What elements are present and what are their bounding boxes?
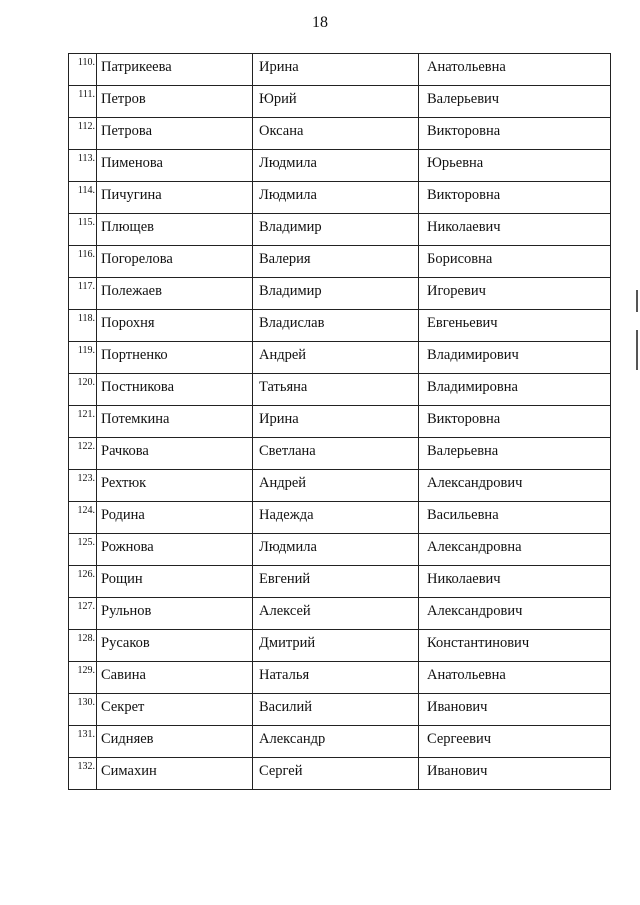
row-number (69, 470, 97, 502)
last-name-cell-text: Плющев (101, 219, 154, 235)
last-name-cell-text: Симахин (101, 763, 157, 779)
table-row (69, 726, 611, 758)
first-name-cell (253, 758, 419, 790)
first-name-cell (253, 54, 419, 86)
patronymic-cell (419, 86, 611, 118)
table-row (69, 662, 611, 694)
patronymic-cell-text: Викторовна (427, 187, 501, 203)
first-name-cell (253, 214, 419, 246)
first-name-cell (253, 310, 419, 342)
first-name-cell-text: Наталья (259, 667, 310, 683)
row-number (69, 374, 97, 406)
first-name-cell (253, 566, 419, 598)
row-number-text: 120. (77, 377, 95, 388)
patronymic-cell-text: Иванович (427, 763, 488, 779)
first-name-cell (253, 502, 419, 534)
last-name-cell (97, 630, 253, 662)
row-number-text: 123. (77, 473, 95, 484)
patronymic-cell (419, 182, 611, 214)
last-name-cell (97, 214, 253, 246)
row-number (69, 566, 97, 598)
patronymic-cell (419, 150, 611, 182)
patronymic-cell (419, 694, 611, 726)
patronymic-cell-text: Валерьевна (427, 443, 499, 459)
first-name-cell-text: Людмила (259, 539, 317, 555)
row-number (69, 118, 97, 150)
first-name-cell-text: Андрей (259, 475, 307, 491)
row-number-text: 110. (77, 57, 95, 68)
patronymic-cell (419, 758, 611, 790)
patronymic-cell-text: Сергеевич (427, 731, 492, 747)
row-number-text: 111. (78, 89, 95, 100)
last-name-cell-text: Рехтюк (101, 475, 147, 491)
first-name-cell (253, 470, 419, 502)
patronymic-cell (419, 726, 611, 758)
row-number (69, 534, 97, 566)
last-name-cell (97, 470, 253, 502)
patronymic-cell-text: Владимировна (427, 379, 518, 395)
first-name-cell (253, 598, 419, 630)
last-name-cell (97, 758, 253, 790)
last-name-cell-text: Пичугина (101, 187, 162, 203)
table-row (69, 118, 611, 150)
patronymic-cell (419, 630, 611, 662)
last-name-cell (97, 246, 253, 278)
patronymic-cell (419, 374, 611, 406)
patronymic-cell-text: Игоревич (427, 283, 486, 299)
row-number-text: 117. (77, 281, 95, 292)
last-name-cell-text: Рожнова (101, 539, 154, 555)
last-name-cell (97, 438, 253, 470)
row-number-text: 125. (77, 537, 95, 548)
first-name-cell (253, 278, 419, 310)
patronymic-cell-text: Викторовна (427, 123, 501, 139)
last-name-cell-text: Полежаев (101, 283, 162, 299)
patronymic-cell-text: Борисовна (427, 251, 493, 267)
row-number-text: 113. (77, 153, 95, 164)
row-number-text: 130. (77, 697, 95, 708)
patronymic-cell-text: Викторовна (427, 411, 501, 427)
last-name-cell (97, 118, 253, 150)
last-name-cell-text: Родина (101, 507, 145, 523)
last-name-cell (97, 726, 253, 758)
row-number-text: 124. (77, 505, 95, 516)
row-number (69, 694, 97, 726)
first-name-cell-text: Надежда (259, 507, 314, 523)
last-name-cell-text: Петрова (101, 123, 153, 139)
row-number (69, 86, 97, 118)
last-name-cell-text: Савина (101, 667, 146, 683)
names-table-wrapper (68, 53, 610, 790)
row-number (69, 438, 97, 470)
patronymic-cell (419, 566, 611, 598)
patronymic-cell-text: Анатольевна (427, 59, 506, 75)
last-name-cell (97, 342, 253, 374)
patronymic-cell-text: Александрович (427, 475, 523, 491)
patronymic-cell-text: Николаевич (427, 219, 501, 235)
patronymic-cell-text: Юрьевна (427, 155, 484, 171)
last-name-cell (97, 374, 253, 406)
patronymic-cell (419, 662, 611, 694)
row-number (69, 150, 97, 182)
patronymic-cell (419, 502, 611, 534)
patronymic-cell (419, 438, 611, 470)
row-number (69, 662, 97, 694)
row-number-text: 128. (77, 633, 95, 644)
row-number (69, 310, 97, 342)
row-number (69, 342, 97, 374)
row-number (69, 726, 97, 758)
first-name-cell-text: Татьяна (259, 379, 308, 395)
first-name-cell (253, 406, 419, 438)
table-row (69, 342, 611, 374)
first-name-cell-text: Владимир (259, 283, 322, 299)
patronymic-cell-text: Анатольевна (427, 667, 506, 683)
patronymic-cell (419, 534, 611, 566)
patronymic-cell (419, 118, 611, 150)
row-number-text: 112. (77, 121, 95, 132)
row-number (69, 598, 97, 630)
last-name-cell-text: Рульнов (101, 603, 152, 619)
row-number-text: 129. (77, 665, 95, 676)
patronymic-cell (419, 406, 611, 438)
first-name-cell-text: Владимир (259, 219, 322, 235)
row-number (69, 406, 97, 438)
table-row (69, 438, 611, 470)
table-row (69, 694, 611, 726)
last-name-cell (97, 662, 253, 694)
first-name-cell (253, 118, 419, 150)
last-name-cell-text: Секрет (101, 699, 145, 715)
last-name-cell (97, 150, 253, 182)
row-number-text: 122. (77, 441, 95, 452)
first-name-cell-text: Сергей (259, 763, 303, 779)
table-row (69, 150, 611, 182)
row-number-text: 116. (77, 249, 95, 260)
patronymic-cell-text: Александровна (427, 539, 522, 555)
first-name-cell-text: Оксана (259, 123, 304, 139)
first-name-cell (253, 438, 419, 470)
last-name-cell-text: Сидняев (101, 731, 154, 747)
last-name-cell (97, 310, 253, 342)
row-number-text: 132. (77, 761, 95, 772)
last-name-cell (97, 54, 253, 86)
table-row (69, 86, 611, 118)
names-table (68, 53, 611, 790)
patronymic-cell-text: Константинович (427, 635, 530, 651)
row-number (69, 502, 97, 534)
first-name-cell (253, 86, 419, 118)
table-row (69, 310, 611, 342)
first-name-cell-text: Евгений (259, 571, 311, 587)
scan-edge-mark (636, 290, 638, 312)
page-number: 18 (312, 14, 328, 31)
row-number-text: 115. (77, 217, 95, 228)
first-name-cell-text: Валерия (259, 251, 311, 267)
table-row (69, 470, 611, 502)
patronymic-cell-text: Валерьевич (427, 91, 500, 107)
last-name-cell-text: Постникова (101, 379, 175, 395)
last-name-cell-text: Патрикеева (101, 59, 172, 75)
last-name-cell-text: Пименова (101, 155, 163, 171)
row-number-text: 127. (77, 601, 95, 612)
first-name-cell (253, 534, 419, 566)
last-name-cell-text: Рощин (101, 571, 143, 587)
table-row (69, 214, 611, 246)
last-name-cell-text: Порохня (101, 315, 155, 331)
first-name-cell-text: Ирина (259, 411, 299, 427)
last-name-cell-text: Русаков (101, 635, 150, 651)
last-name-cell (97, 278, 253, 310)
last-name-cell-text: Погорелова (101, 251, 173, 267)
table-row (69, 278, 611, 310)
table-row (69, 502, 611, 534)
first-name-cell-text: Алексей (259, 603, 311, 619)
last-name-cell (97, 534, 253, 566)
row-number-text: 121. (77, 409, 95, 420)
patronymic-cell-text: Александрович (427, 603, 523, 619)
row-number-text: 126. (77, 569, 95, 580)
row-number (69, 630, 97, 662)
first-name-cell (253, 246, 419, 278)
last-name-cell-text: Портненко (101, 347, 168, 363)
last-name-cell-text: Потемкина (101, 411, 170, 427)
last-name-cell (97, 86, 253, 118)
first-name-cell-text: Андрей (259, 347, 307, 363)
patronymic-cell (419, 278, 611, 310)
patronymic-cell-text: Евгеньевич (427, 315, 498, 331)
first-name-cell-text: Владислав (259, 315, 325, 331)
patronymic-cell (419, 310, 611, 342)
last-name-cell (97, 598, 253, 630)
row-number (69, 54, 97, 86)
row-number (69, 246, 97, 278)
patronymic-cell-text: Васильевна (427, 507, 499, 523)
names-table-body (69, 54, 611, 790)
first-name-cell (253, 726, 419, 758)
table-row (69, 54, 611, 86)
first-name-cell (253, 630, 419, 662)
patronymic-cell (419, 246, 611, 278)
first-name-cell-text: Дмитрий (259, 635, 316, 651)
row-number-text: 114. (77, 185, 95, 196)
table-row (69, 406, 611, 438)
table-row (69, 758, 611, 790)
last-name-cell (97, 694, 253, 726)
patronymic-cell (419, 598, 611, 630)
last-name-cell-text: Рачкова (101, 443, 149, 459)
patronymic-cell (419, 470, 611, 502)
first-name-cell-text: Людмила (259, 155, 317, 171)
patronymic-cell (419, 54, 611, 86)
first-name-cell (253, 182, 419, 214)
first-name-cell (253, 150, 419, 182)
patronymic-cell-text: Николаевич (427, 571, 501, 587)
last-name-cell-text: Петров (101, 91, 146, 107)
table-row (69, 566, 611, 598)
first-name-cell (253, 374, 419, 406)
row-number-text: 131. (77, 729, 95, 740)
first-name-cell-text: Василий (259, 699, 313, 715)
row-number (69, 214, 97, 246)
first-name-cell-text: Юрий (259, 91, 297, 107)
first-name-cell (253, 342, 419, 374)
row-number (69, 182, 97, 214)
patronymic-cell (419, 342, 611, 374)
last-name-cell (97, 182, 253, 214)
last-name-cell (97, 406, 253, 438)
row-number (69, 278, 97, 310)
first-name-cell (253, 662, 419, 694)
table-row (69, 374, 611, 406)
first-name-cell-text: Ирина (259, 59, 299, 75)
last-name-cell (97, 566, 253, 598)
patronymic-cell-text: Иванович (427, 699, 488, 715)
table-row (69, 246, 611, 278)
scan-edge-mark (636, 330, 638, 370)
table-row (69, 182, 611, 214)
table-row (69, 598, 611, 630)
first-name-cell-text: Людмила (259, 187, 317, 203)
first-name-cell-text: Александр (259, 731, 326, 747)
row-number-text: 119. (77, 345, 95, 356)
row-number-text: 118. (77, 313, 95, 324)
patronymic-cell (419, 214, 611, 246)
last-name-cell (97, 502, 253, 534)
table-row (69, 630, 611, 662)
first-name-cell (253, 694, 419, 726)
patronymic-cell-text: Владимирович (427, 347, 519, 363)
table-row (69, 534, 611, 566)
row-number (69, 758, 97, 790)
first-name-cell-text: Светлана (259, 443, 316, 459)
